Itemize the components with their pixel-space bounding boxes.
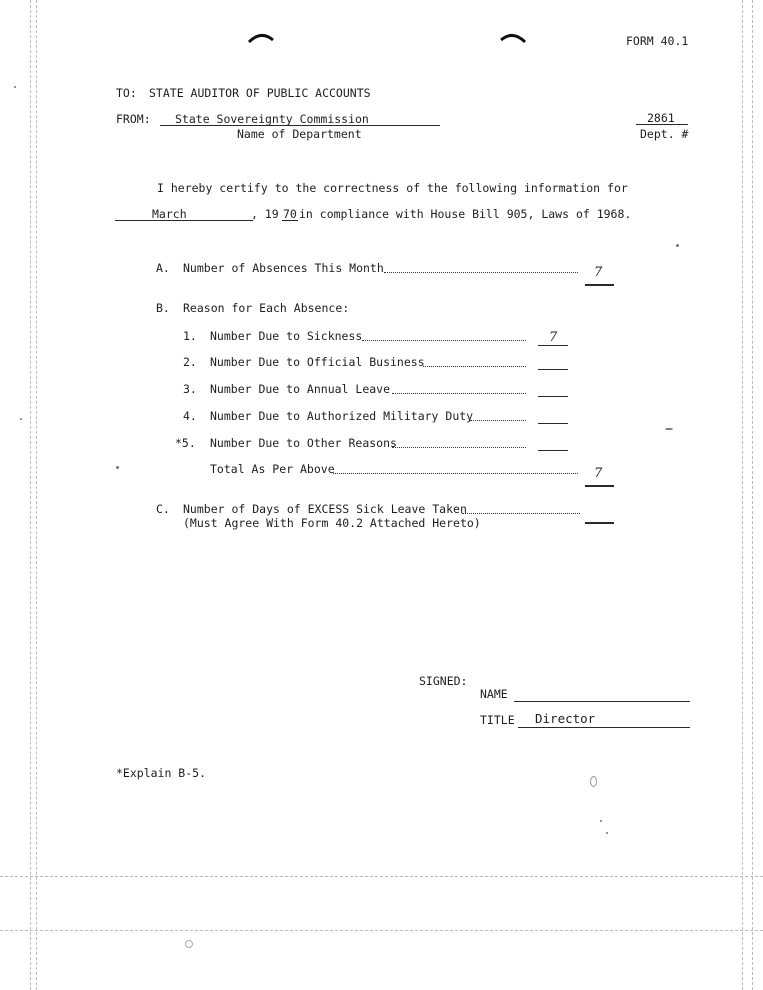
section-b-letter: B. <box>156 301 170 315</box>
scan-speck <box>20 418 22 420</box>
reason-item-label: Number Due to Authorized Military Duty <box>210 409 474 423</box>
section-a-leader <box>384 272 578 273</box>
punch-hole-mark <box>246 30 276 44</box>
reason-item-answer-line <box>538 396 568 397</box>
reason-item-label: Number Due to Official Business <box>210 355 425 369</box>
reason-item-answer-line <box>538 345 568 346</box>
department-number: 2861 <box>647 111 675 125</box>
department-name-caption: Name of Department <box>237 127 362 141</box>
bottom-edge-mark <box>0 930 763 931</box>
reason-item-leader <box>362 340 526 341</box>
signed-label: SIGNED: <box>419 674 468 688</box>
reason-item-answer-line <box>538 369 568 370</box>
report-month-line <box>115 220 253 221</box>
reason-item-label: Number Due to Annual Leave <box>210 382 391 396</box>
reason-item-label: Number Due to Sickness <box>210 329 363 343</box>
section-c-note: (Must Agree With Form 40.2 Attached Hereto) <box>183 516 481 530</box>
signature-name-label: NAME <box>480 687 508 701</box>
scan-speck <box>590 776 597 787</box>
certification-text: I hereby certify to the correctness of the following information for <box>157 181 628 195</box>
reason-item-number: 1. <box>183 329 197 343</box>
report-year-prefix: , 19 <box>251 207 279 221</box>
to-value: STATE AUDITOR OF PUBLIC ACCOUNTS <box>149 86 371 100</box>
signature-title-value: Director <box>535 711 596 726</box>
scan-speck <box>14 86 16 88</box>
department-name: State Sovereignty Commission <box>175 112 369 126</box>
department-number-caption: Dept. # <box>640 127 689 141</box>
section-c-leader <box>462 513 580 514</box>
department-number-line <box>636 124 688 125</box>
scan-speck <box>185 940 193 948</box>
left-edge-mark <box>36 0 37 990</box>
scan-speck <box>665 428 673 430</box>
left-edge-mark <box>30 0 31 990</box>
section-c-answer-line <box>585 522 614 524</box>
scan-speck <box>606 832 608 834</box>
reason-item-number: *5. <box>175 436 196 450</box>
section-a-value: 7 <box>594 265 603 280</box>
reason-item-number: 4. <box>183 409 197 423</box>
to-label: TO: <box>116 86 137 100</box>
report-year-suffix: 70 <box>283 207 297 221</box>
reason-item-answer-line <box>538 423 568 424</box>
footnote: *Explain B-5. <box>116 766 207 780</box>
report-month: March <box>152 207 187 221</box>
signature-title-line <box>518 727 690 728</box>
bottom-edge-mark <box>0 876 763 877</box>
reason-item-leader <box>470 420 526 421</box>
reason-item-value: 7 <box>549 330 558 345</box>
reason-item-number: 3. <box>183 382 197 396</box>
scan-speck <box>600 820 602 822</box>
section-a-answer-line <box>585 284 614 286</box>
right-edge-mark <box>742 0 743 990</box>
report-year-line <box>282 220 298 221</box>
department-name-line <box>160 125 440 126</box>
total-label: Total As Per Above <box>210 462 335 476</box>
section-a-letter: A. <box>156 261 170 275</box>
reason-item-leader <box>423 366 526 367</box>
form-number: FORM 40.1 <box>626 34 689 48</box>
section-a-label: Number of Absences This Month <box>183 261 384 275</box>
right-edge-mark <box>752 0 753 990</box>
reason-item-number: 2. <box>183 355 197 369</box>
section-c-label: Number of Days of EXCESS Sick Leave Taken <box>183 502 467 516</box>
total-leader <box>333 473 578 474</box>
from-label: FROM: <box>116 112 151 126</box>
reason-item-answer-line <box>538 450 568 451</box>
total-value: 7 <box>594 466 603 481</box>
scan-speck <box>676 244 679 247</box>
signature-name-line <box>514 701 690 702</box>
signature-title-label: TITLE <box>480 713 515 727</box>
scan-speck <box>116 466 119 469</box>
certification-text-continued: in compliance with House Bill 905, Laws of 1968. <box>299 207 632 221</box>
reason-item-leader <box>392 393 526 394</box>
section-c-letter: C. <box>156 502 170 516</box>
reason-item-leader <box>392 447 526 448</box>
total-answer-line <box>585 485 614 487</box>
reason-item-label: Number Due to Other Reasons <box>210 436 397 450</box>
section-b-label: Reason for Each Absence: <box>183 301 350 315</box>
punch-hole-mark <box>498 30 528 44</box>
